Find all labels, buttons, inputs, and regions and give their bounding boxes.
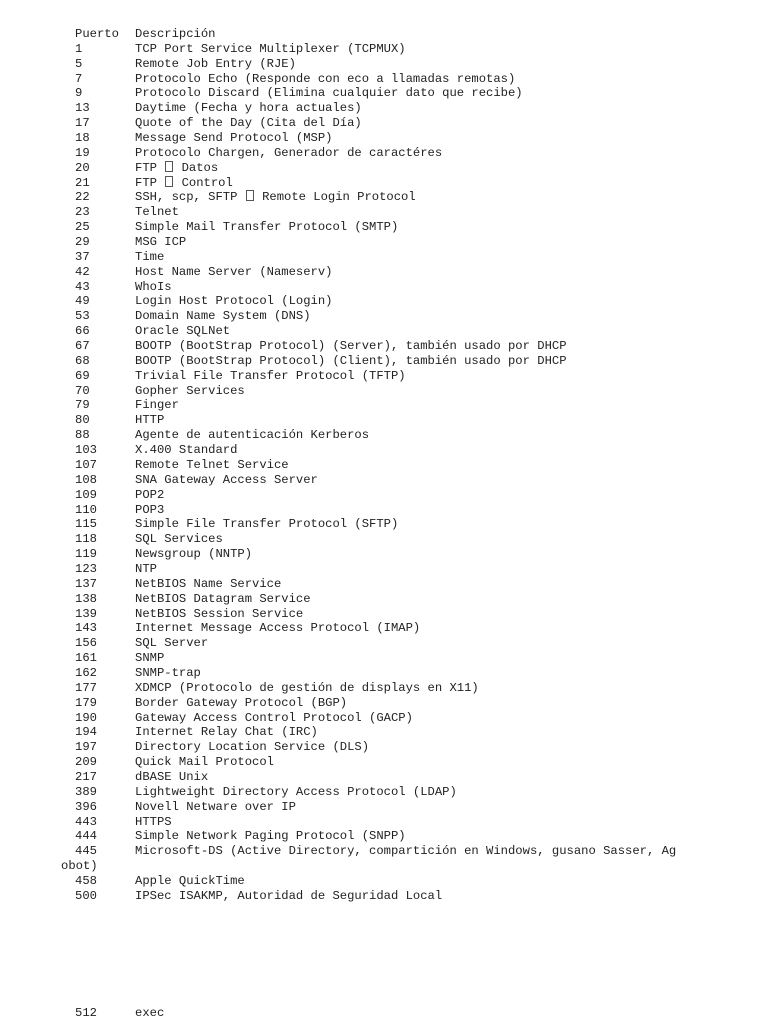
- port-number: 17: [75, 116, 90, 131]
- table-row: [75, 621, 755, 636]
- table-row: [75, 176, 755, 191]
- port-description: Directory Location Service (DLS): [135, 740, 370, 755]
- table-row: [75, 488, 755, 503]
- port-number: 139: [75, 606, 97, 621]
- port-description: Protocolo Discard (Elimina cualquier dato que recibe): [135, 86, 523, 101]
- table-row: [75, 57, 755, 72]
- port-number: 9: [75, 86, 83, 101]
- port-description: Remote Job Entry (RJE): [135, 56, 296, 71]
- port-description: Gopher Services: [135, 383, 245, 398]
- table-row: [75, 740, 755, 755]
- port-number: 500: [75, 888, 97, 903]
- port-description: Quick Mail Protocol: [135, 755, 274, 770]
- port-description: BOOTP (BootStrap Protocol) (Client), también usado por DHCP: [135, 353, 567, 368]
- table-row: [75, 116, 755, 131]
- table-row: [75, 547, 755, 562]
- table-row: [75, 770, 755, 785]
- port-number: 20: [75, 160, 90, 175]
- port-number: 53: [75, 309, 90, 324]
- table-row: [75, 666, 755, 681]
- port-description: Protocolo Echo (Responde con eco a llamadas remotas): [135, 71, 516, 86]
- table-row: [75, 384, 755, 399]
- port-column-header: Puerto: [75, 27, 119, 41]
- table-row: [75, 309, 755, 324]
- port-description: exec: [135, 1006, 165, 1020]
- port-number: 79: [75, 398, 90, 413]
- description-part: Control: [181, 175, 233, 190]
- port-number: 19: [75, 145, 90, 160]
- port-number: 443: [75, 814, 97, 829]
- port-number: 162: [75, 665, 97, 680]
- port-description: MSG ICP: [135, 235, 187, 250]
- port-number: 209: [75, 755, 97, 770]
- description-part: Datos: [181, 160, 219, 175]
- table-row: [75, 562, 755, 577]
- table-row: [75, 413, 755, 428]
- port-number: 1: [75, 41, 83, 56]
- port-number: 43: [75, 279, 90, 294]
- port-description: POP3: [135, 502, 165, 517]
- port-number: 29: [75, 235, 90, 250]
- port-number: 389: [75, 784, 97, 799]
- missing-glyph-icon: [165, 161, 173, 172]
- port-description: NetBIOS Name Service: [135, 576, 282, 591]
- port-number: 445: [75, 844, 97, 859]
- table-row: [75, 592, 755, 607]
- port-number: 7: [75, 71, 83, 86]
- description-part: FTP: [135, 160, 157, 175]
- port-description: Login Host Protocol (Login): [135, 294, 333, 309]
- port-description: IPSec ISAKMP, Autoridad de Seguridad Local: [135, 888, 443, 903]
- port-number: 197: [75, 740, 97, 755]
- port-number: 107: [75, 457, 97, 472]
- missing-glyph-icon: [246, 190, 254, 201]
- port-description: XDMCP (Protocolo de gestión de displays en X11): [135, 680, 479, 695]
- port-description: Agente de autenticación Kerberos: [135, 428, 370, 443]
- ports-table: [61, 27, 755, 904]
- table-row: [75, 369, 755, 384]
- port-description: NetBIOS Session Service: [135, 606, 304, 621]
- port-number: 115: [75, 517, 97, 532]
- port-number: 109: [75, 487, 97, 502]
- port-description: HTTP: [135, 413, 165, 428]
- port-number: 123: [75, 561, 97, 576]
- port-description: Internet Message Access Protocol (IMAP): [135, 621, 421, 636]
- table-row: [75, 101, 755, 116]
- description-continuation: obot): [61, 859, 98, 874]
- port-number: 68: [75, 353, 90, 368]
- port-number: 88: [75, 428, 90, 443]
- port-number: 37: [75, 249, 90, 264]
- port-number: 103: [75, 443, 97, 458]
- table-row: [75, 220, 755, 235]
- port-number: 143: [75, 621, 97, 636]
- port-description: SNMP: [135, 651, 165, 666]
- port-description: Novell Netware over IP: [135, 799, 296, 814]
- table-body: [61, 41, 755, 904]
- port-number: 444: [75, 829, 97, 844]
- port-description: SNA Gateway Access Server: [135, 472, 318, 487]
- table-row: [75, 235, 755, 250]
- port-description: Protocolo Chargen, Generador de caractéres: [135, 145, 443, 160]
- port-description: Finger: [135, 398, 179, 413]
- table-row: [75, 503, 755, 518]
- port-description: BOOTP (BootStrap Protocol) (Server), también usado por DHCP: [135, 339, 567, 354]
- port-description: [135, 161, 755, 176]
- port-description: Host Name Server (Nameserv): [135, 264, 333, 279]
- table-row: [75, 517, 755, 532]
- description-part: SSH, scp, SFTP: [135, 190, 238, 205]
- port-description: POP2: [135, 487, 165, 502]
- table-row: [75, 696, 755, 711]
- table-row: [75, 829, 755, 844]
- port-number: 23: [75, 205, 90, 220]
- port-description: SQL Server: [135, 636, 209, 651]
- port-description: HTTPS: [135, 814, 172, 829]
- table-row: [75, 636, 755, 651]
- missing-glyph-icon: [165, 176, 173, 187]
- port-number: 110: [75, 502, 97, 517]
- port-description: NTP: [135, 561, 157, 576]
- table-row: [75, 577, 755, 592]
- description-column-header: Descripción: [135, 27, 216, 41]
- port-number: 66: [75, 324, 90, 339]
- port-number: 118: [75, 532, 97, 547]
- port-number: 69: [75, 368, 90, 383]
- port-number: 13: [75, 101, 90, 116]
- table-row: [75, 755, 755, 770]
- port-number: 177: [75, 680, 97, 695]
- table-row: [75, 711, 755, 726]
- port-number: 49: [75, 294, 90, 309]
- port-description: Microsoft-DS (Active Directory, compartición en Windows, gusano Sasser, Ag: [135, 844, 677, 859]
- port-description: TCP Port Service Multiplexer (TCPMUX): [135, 41, 406, 56]
- port-number: 21: [75, 175, 90, 190]
- table-row: [75, 250, 755, 265]
- port-description: WhoIs: [135, 279, 172, 294]
- table-row: [75, 161, 755, 176]
- port-number: 80: [75, 413, 90, 428]
- table-row: [75, 800, 755, 815]
- description-part: Remote Login Protocol: [262, 190, 416, 205]
- table-row: [75, 815, 755, 830]
- port-description: X.400 Standard: [135, 443, 238, 458]
- table-row: [75, 1006, 164, 1021]
- port-description: Remote Telnet Service: [135, 457, 289, 472]
- port-number: 190: [75, 710, 97, 725]
- port-description: NetBIOS Datagram Service: [135, 591, 311, 606]
- port-number: 156: [75, 636, 97, 651]
- table-row: [75, 651, 755, 666]
- table-row: [61, 844, 755, 874]
- table-row: [75, 190, 755, 205]
- port-description: Simple Network Paging Protocol (SNPP): [135, 829, 406, 844]
- port-description: Message Send Protocol (MSP): [135, 131, 333, 146]
- port-description: Newsgroup (NNTP): [135, 547, 253, 562]
- table-row: [75, 146, 755, 161]
- table-row: [75, 294, 755, 309]
- port-description: Gateway Access Control Protocol (GACP): [135, 710, 413, 725]
- table-row: [75, 874, 755, 889]
- port-number: 25: [75, 220, 90, 235]
- port-description: Simple Mail Transfer Protocol (SMTP): [135, 220, 399, 235]
- port-number: 138: [75, 591, 97, 606]
- port-number: 67: [75, 339, 90, 354]
- port-description: Daytime (Fecha y hora actuales): [135, 101, 362, 116]
- port-description: SNMP-trap: [135, 665, 201, 680]
- table-row: [75, 785, 755, 800]
- table-row: [75, 428, 755, 443]
- port-number: 194: [75, 725, 97, 740]
- port-number: 458: [75, 873, 97, 888]
- port-number: 108: [75, 472, 97, 487]
- port-number: 70: [75, 383, 90, 398]
- table-row: [75, 265, 755, 280]
- port-description: [135, 190, 755, 205]
- port-description: dBASE Unix: [135, 769, 209, 784]
- port-description: Domain Name System (DNS): [135, 309, 311, 324]
- port-number: 119: [75, 547, 97, 562]
- port-description: Time: [135, 249, 165, 264]
- port-number: 161: [75, 651, 97, 666]
- port-description: [135, 176, 755, 191]
- table-row: [75, 889, 755, 904]
- port-description: Lightweight Directory Access Protocol (LDAP): [135, 784, 457, 799]
- port-description: Trivial File Transfer Protocol (TFTP): [135, 368, 406, 383]
- table-row: [75, 354, 755, 369]
- port-number: 137: [75, 576, 97, 591]
- port-description: Oracle SQLNet: [135, 324, 231, 339]
- table-row: [75, 339, 755, 354]
- port-description: Border Gateway Protocol (BGP): [135, 695, 348, 710]
- port-description: Telnet: [135, 205, 179, 220]
- port-number: 18: [75, 131, 90, 146]
- port-description: Apple QuickTime: [135, 873, 245, 888]
- table-row: [75, 280, 755, 295]
- port-description: SQL Services: [135, 532, 223, 547]
- port-number: 179: [75, 695, 97, 710]
- table-row: [75, 532, 755, 547]
- table-row: [75, 473, 755, 488]
- port-description: Quote of the Day (Cita del Día): [135, 116, 362, 131]
- table-row: [75, 607, 755, 622]
- table-row: [75, 725, 755, 740]
- table-row: [75, 72, 755, 87]
- table-header: [75, 27, 755, 42]
- table-row: [75, 42, 755, 57]
- description-part: FTP: [135, 175, 157, 190]
- table-row: [75, 86, 755, 101]
- port-number: 217: [75, 769, 97, 784]
- port-number: 396: [75, 799, 97, 814]
- port-description: Simple File Transfer Protocol (SFTP): [135, 517, 399, 532]
- table-row: [75, 398, 755, 413]
- table-row: [75, 131, 755, 146]
- port-number: 22: [75, 190, 90, 205]
- port-number: 42: [75, 264, 90, 279]
- table-row: [75, 205, 755, 220]
- table-row: [75, 458, 755, 473]
- port-number: 512: [75, 1006, 97, 1020]
- port-number: 5: [75, 56, 83, 71]
- table-row: [75, 324, 755, 339]
- table-row: [75, 443, 755, 458]
- table-row: [75, 681, 755, 696]
- port-description: Internet Relay Chat (IRC): [135, 725, 318, 740]
